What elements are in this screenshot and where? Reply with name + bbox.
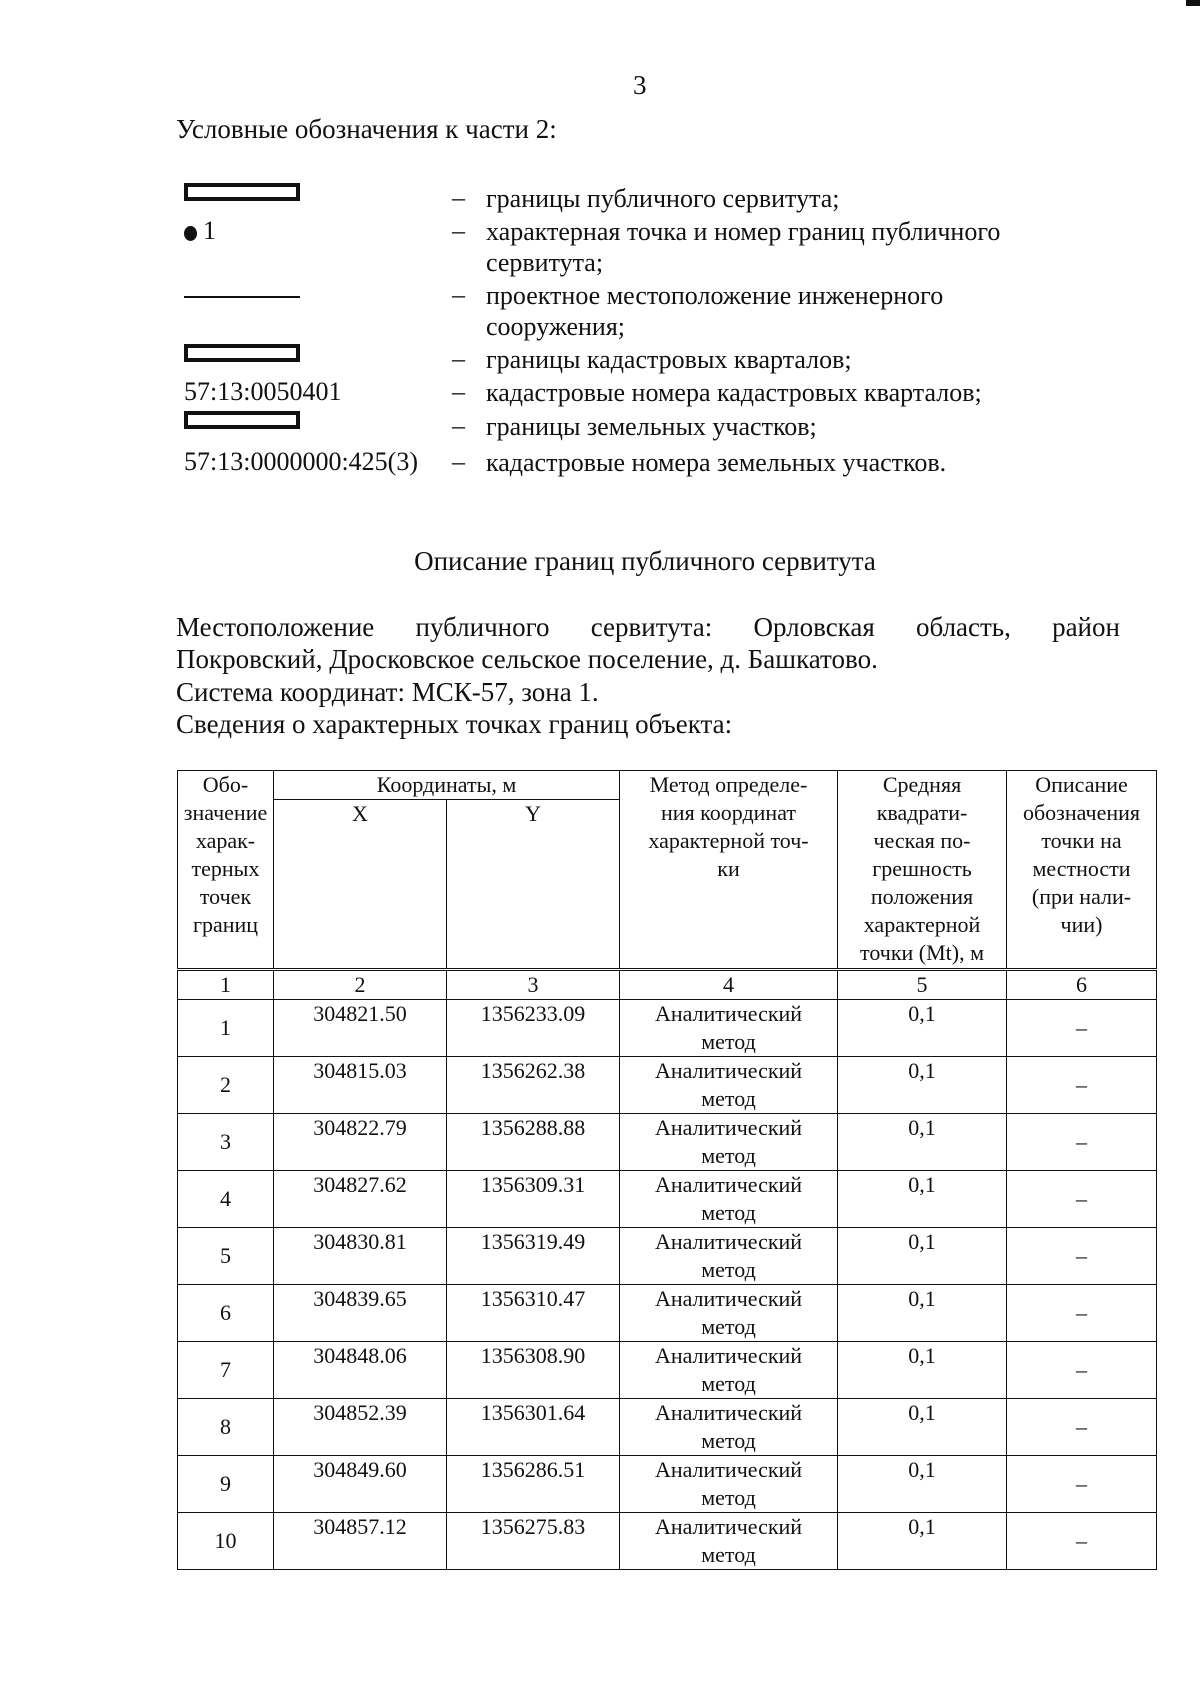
cell-mt: 0,1 xyxy=(838,1114,1007,1171)
cell-point-number: 7 xyxy=(178,1342,274,1399)
cell-x: 304827.62 xyxy=(274,1171,447,1228)
table-row xyxy=(178,1000,1157,1057)
legend-text: границы публичного сервитута; xyxy=(486,184,840,213)
legend-text: проектное местоположение инженерного сооружения; xyxy=(486,281,944,341)
cell-point-number: 9 xyxy=(178,1456,274,1513)
legend-dash: – xyxy=(452,447,465,476)
cell-description: – xyxy=(1007,1399,1157,1456)
cell-mt: 0,1 xyxy=(838,1171,1007,1228)
legend-symbol-line xyxy=(184,280,300,298)
cell-method: Аналитический метод xyxy=(620,1285,838,1342)
table-row xyxy=(178,1399,1157,1456)
cell-y: 1356288.88 xyxy=(447,1114,620,1171)
header-designation: Обо- значение харак- терных точек границ xyxy=(178,771,274,970)
cell-method: Аналитический метод xyxy=(620,1342,838,1399)
coordinates-table xyxy=(177,770,1157,1570)
cell-point-number: 4 xyxy=(178,1171,274,1228)
column-number: 2 xyxy=(274,970,447,1000)
cell-method: Аналитический метод xyxy=(620,1057,838,1114)
cell-point-number: 8 xyxy=(178,1399,274,1456)
section-title: Описание границ публичного сервитута xyxy=(414,546,876,576)
cell-point-number: 3 xyxy=(178,1114,274,1171)
cell-y: 1356308.90 xyxy=(447,1342,620,1399)
points-intro: Сведения о характерных точках границ объекта: xyxy=(176,709,733,739)
cell-y: 1356275.83 xyxy=(447,1513,620,1570)
legend-dash: – xyxy=(452,344,465,373)
table-header-row xyxy=(178,771,1157,800)
legend-symbol-rect xyxy=(184,411,300,429)
table-row xyxy=(178,1171,1157,1228)
legend-symbol-point xyxy=(184,216,216,246)
cell-mt: 0,1 xyxy=(838,1513,1007,1570)
table-row xyxy=(178,1342,1157,1399)
cell-description: – xyxy=(1007,1057,1157,1114)
location-word: сервитута: xyxy=(590,612,713,642)
column-number-row xyxy=(178,970,1157,1000)
column-number: 5 xyxy=(838,970,1007,1000)
cell-method: Аналитический метод xyxy=(620,1228,838,1285)
legend-text: кадастровые номера кадастровых кварталов; xyxy=(486,378,982,407)
cell-mt: 0,1 xyxy=(838,1456,1007,1513)
cell-description: – xyxy=(1007,1171,1157,1228)
cell-x: 304852.39 xyxy=(274,1399,447,1456)
page-number: 3 xyxy=(633,70,647,100)
cell-y: 1356286.51 xyxy=(447,1456,620,1513)
location-word: Орловская xyxy=(753,612,875,642)
cell-mt: 0,1 xyxy=(838,1285,1007,1342)
header-x: X xyxy=(274,800,447,970)
legend-symbol-rect xyxy=(184,183,300,201)
cell-method: Аналитический метод xyxy=(620,1114,838,1171)
cell-mt: 0,1 xyxy=(838,1057,1007,1114)
cell-description: – xyxy=(1007,1285,1157,1342)
cell-y: 1356233.09 xyxy=(447,1000,620,1057)
legend-dash: – xyxy=(452,183,465,212)
cell-description: – xyxy=(1007,1000,1157,1057)
cell-method: Аналитический метод xyxy=(620,1000,838,1057)
point-label: 1 xyxy=(203,216,216,245)
location-line-2: Покровский, Дросковское сельское поселение, д. Башкатово. xyxy=(176,644,878,674)
cell-method: Аналитический метод xyxy=(620,1456,838,1513)
table-row xyxy=(178,1228,1157,1285)
column-number: 6 xyxy=(1007,970,1157,1000)
cell-description: – xyxy=(1007,1513,1157,1570)
corner-mark xyxy=(1186,0,1200,6)
legend-text: границы кадастровых кварталов; xyxy=(486,345,852,374)
location-line-1 xyxy=(176,611,1120,643)
cell-point-number: 2 xyxy=(178,1057,274,1114)
cell-point-number: 6 xyxy=(178,1285,274,1342)
legend-dash: – xyxy=(452,377,465,406)
location-word: Местоположение xyxy=(176,612,375,642)
header-error: Средняя квадрати- ческая по- грешность положения характерной точки (Mt), м xyxy=(838,771,1007,970)
header-y: Y xyxy=(447,800,620,970)
legend-symbol-quarter-number: 57:13:0050401 xyxy=(184,377,342,406)
header-coords: Координаты, м xyxy=(274,771,620,800)
column-number: 3 xyxy=(447,970,620,1000)
coord-system: Система координат: МСК-57, зона 1. xyxy=(176,677,599,707)
cell-description: – xyxy=(1007,1342,1157,1399)
cell-x: 304830.81 xyxy=(274,1228,447,1285)
location-word: публичного xyxy=(415,612,550,642)
legend-text: характерная точка и номер границ публичного сервитута; xyxy=(486,217,1001,277)
cell-description: – xyxy=(1007,1114,1157,1171)
header-description: Описание обозначения точки на местности (при нали- чии) xyxy=(1007,771,1157,970)
legend-dash: – xyxy=(452,216,465,245)
legend-symbol-parcel-number: 57:13:0000000:425(3) xyxy=(184,447,418,476)
cell-mt: 0,1 xyxy=(838,1399,1007,1456)
legend-dash: – xyxy=(452,411,465,440)
point-dot-icon xyxy=(184,226,197,241)
cell-x: 304849.60 xyxy=(274,1456,447,1513)
cell-method: Аналитический метод xyxy=(620,1399,838,1456)
cell-method: Аналитический метод xyxy=(620,1513,838,1570)
cell-description: – xyxy=(1007,1456,1157,1513)
location-paragraph xyxy=(176,611,1120,675)
cell-y: 1356309.31 xyxy=(447,1171,620,1228)
legend-text: кадастровые номера земельных участков. xyxy=(486,448,947,477)
legend-text: границы земельных участков; xyxy=(486,412,817,441)
cell-x: 304839.65 xyxy=(274,1285,447,1342)
cell-y: 1356319.49 xyxy=(447,1228,620,1285)
table-row xyxy=(178,1114,1157,1171)
column-number: 4 xyxy=(620,970,838,1000)
cell-mt: 0,1 xyxy=(838,1000,1007,1057)
cell-description: – xyxy=(1007,1228,1157,1285)
cell-x: 304815.03 xyxy=(274,1057,447,1114)
table-row xyxy=(178,1057,1157,1114)
cell-point-number: 5 xyxy=(178,1228,274,1285)
table-row xyxy=(178,1285,1157,1342)
legend-dash: – xyxy=(452,280,465,309)
cell-x: 304822.79 xyxy=(274,1114,447,1171)
cell-y: 1356310.47 xyxy=(447,1285,620,1342)
header-method: Метод определе- ния координат характерной точ- ки xyxy=(620,771,838,970)
cell-y: 1356262.38 xyxy=(447,1057,620,1114)
cell-point-number: 1 xyxy=(178,1000,274,1057)
legend-title: Условные обозначения к части 2: xyxy=(176,114,557,144)
column-number: 1 xyxy=(178,970,274,1000)
cell-method: Аналитический метод xyxy=(620,1171,838,1228)
cell-y: 1356301.64 xyxy=(447,1399,620,1456)
cell-x: 304821.50 xyxy=(274,1000,447,1057)
cell-point-number: 10 xyxy=(178,1513,274,1570)
location-word: район xyxy=(1052,612,1120,642)
cell-x: 304857.12 xyxy=(274,1513,447,1570)
table-body xyxy=(178,1000,1157,1570)
legend-symbol-rect xyxy=(184,344,300,362)
cell-mt: 0,1 xyxy=(838,1342,1007,1399)
location-word: область, xyxy=(916,612,1011,642)
table-row xyxy=(178,1456,1157,1513)
cell-mt: 0,1 xyxy=(838,1228,1007,1285)
table-row xyxy=(178,1513,1157,1570)
cell-x: 304848.06 xyxy=(274,1342,447,1399)
